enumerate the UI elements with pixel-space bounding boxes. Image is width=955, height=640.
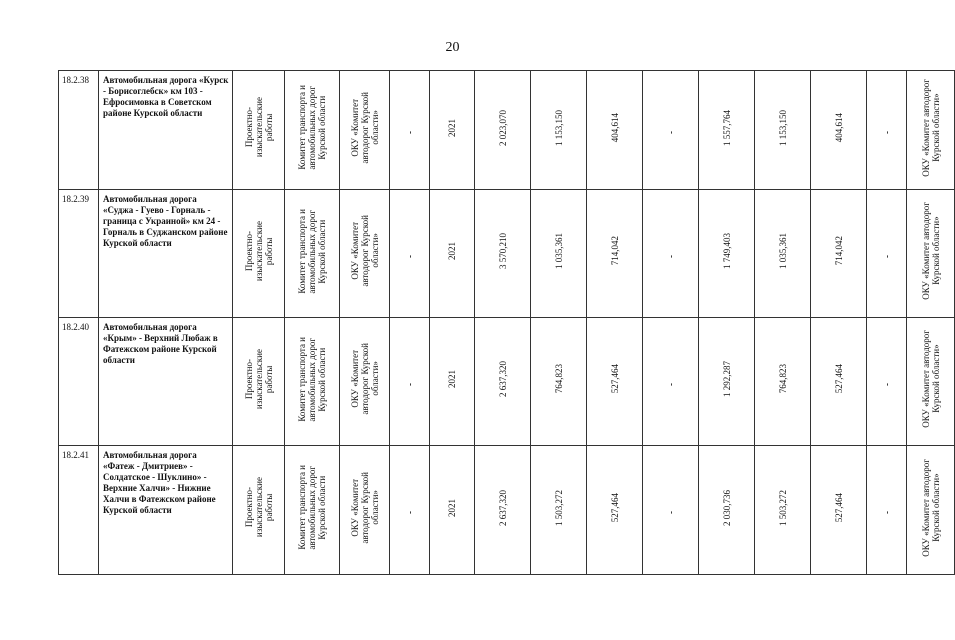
object-name: Автомобильная дорога «Фатеж - Дмитриев» - Солдатское - Шуклино» - Верхние Халчи» - Нижние Халчи в Фатежском районе Курской области	[99, 446, 233, 575]
total-amount: 2 637,320	[497, 489, 508, 526]
object-name: Автомобильная дорога «Суджа - Гуево - Горналь - граница с Украиной» км 24 - Горналь в Суджанском районе Курской области	[99, 190, 233, 318]
empty-value: -	[881, 511, 892, 514]
amount: 404,614	[833, 112, 844, 143]
program-table	[58, 70, 955, 575]
responsible: ОКУ «Комитет автодорог Курской области»	[920, 78, 941, 177]
page-number: 20	[445, 40, 460, 55]
empty-value: -	[665, 131, 676, 134]
table-row	[59, 318, 955, 446]
table-row	[59, 190, 955, 318]
customer: Комитет транспорта и автомобильных дорог Курской области	[297, 336, 327, 422]
amount: 2 030,736	[721, 489, 732, 526]
customer: Комитет транспорта и автомобильных дорог Курской области	[297, 208, 327, 294]
executor: ОКУ «Комитет автодорог Курской области»	[349, 471, 380, 544]
amount: 527,464	[609, 492, 620, 523]
empty-value: -	[404, 382, 415, 386]
amount: 764,823	[777, 364, 788, 394]
amount: 1 035,361	[553, 233, 564, 269]
work-type: Проектно- изыскательские работы	[243, 97, 274, 158]
year: 2021	[447, 370, 457, 388]
total-amount: 2 637,320	[497, 361, 508, 397]
empty-value: -	[665, 382, 676, 386]
work-type: Проектно- изыскательские работы	[243, 220, 274, 282]
amount: 1 153,150	[777, 109, 788, 146]
table-row	[59, 446, 955, 575]
amount: 1 557,764	[721, 109, 732, 146]
table-row	[59, 71, 955, 190]
amount: 714,042	[833, 236, 844, 266]
amount: 1 035,361	[777, 233, 788, 269]
customer: Комитет транспорта и автомобильных дорог Курской области	[297, 85, 327, 170]
empty-value: -	[881, 254, 892, 258]
row-number: 18.2.40	[59, 318, 99, 446]
row-number: 18.2.39	[59, 190, 99, 318]
object-name: Автомобильная дорога «Курск - Борисоглебск» км 103 - Ефросимовка в Советском районе Курской области	[99, 71, 233, 190]
total-amount: 2 023,070	[497, 109, 508, 146]
amount: 1 749,403	[721, 233, 732, 269]
amount: 1 153,150	[553, 109, 564, 146]
amount: 404,614	[609, 112, 620, 143]
amount: 1 503,272	[777, 489, 788, 526]
row-number: 18.2.41	[59, 446, 99, 575]
empty-value: -	[404, 254, 415, 258]
empty-value: -	[665, 511, 676, 514]
row-number: 18.2.38	[59, 71, 99, 190]
customer: Комитет транспорта и автомобильных дорог Курской области	[297, 465, 327, 550]
object-name: Автомобильная дорога «Крым» - Верхний Любаж в Фатежском районе Курской области	[99, 318, 233, 446]
amount: 1 503,272	[553, 489, 564, 526]
amount: 1 292,287	[721, 361, 732, 397]
year: 2021	[447, 118, 457, 137]
work-type: Проектно- изыскательские работы	[243, 348, 274, 410]
work-type: Проектно- изыскательские работы	[243, 477, 274, 538]
amount: 714,042	[609, 236, 620, 266]
amount: 764,823	[553, 364, 564, 394]
empty-value: -	[881, 131, 892, 134]
executor: ОКУ «Комитет автодорог Курской области»	[349, 343, 380, 415]
empty-value: -	[881, 382, 892, 386]
executor: ОКУ «Комитет автодорог Курской области»	[349, 215, 380, 287]
empty-value: -	[404, 511, 415, 514]
amount: 527,464	[833, 364, 844, 394]
total-amount: 3 570,210	[497, 233, 508, 269]
year: 2021	[447, 498, 457, 517]
executor: ОКУ «Комитет автодорог Курской области»	[349, 91, 380, 164]
responsible: ОКУ «Комитет автодорог Курской области»	[920, 202, 941, 300]
responsible: ОКУ «Комитет автодорог Курской области»	[920, 458, 941, 557]
responsible: ОКУ «Комитет автодорог Курской области»	[920, 330, 941, 428]
amount: 527,464	[609, 364, 620, 394]
amount: 527,464	[833, 492, 844, 523]
empty-value: -	[665, 254, 676, 258]
year: 2021	[447, 242, 457, 260]
empty-value: -	[404, 131, 415, 134]
